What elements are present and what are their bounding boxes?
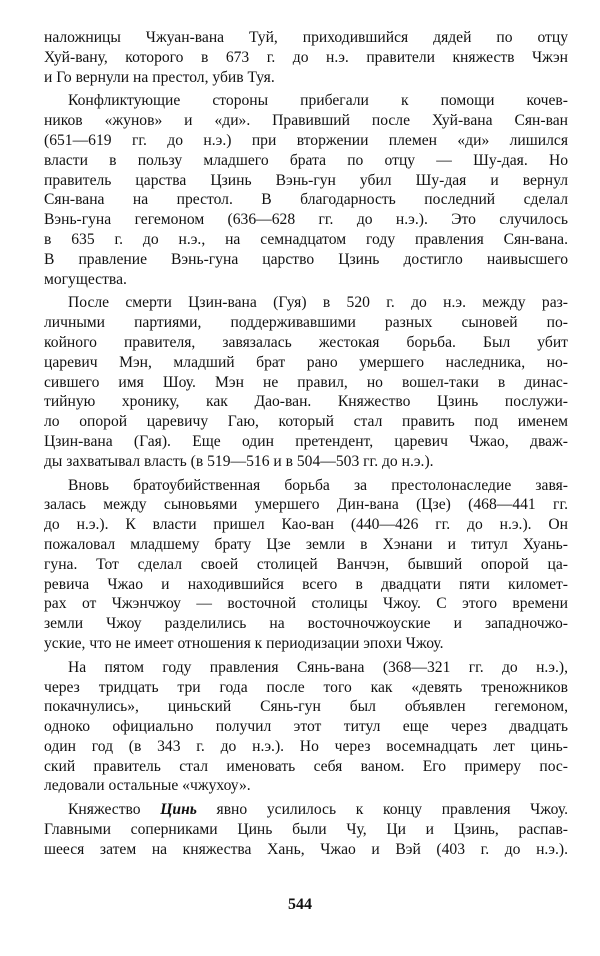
emphasized-term: Цинь [160, 801, 197, 819]
text-line: На пятом году правления Сянь-вана (368—321 гг. до н.э.), [68, 658, 568, 676]
text-line: Вэнь-гуна гегемоном (636—628 гг. до н.э.). Это случилось [44, 211, 568, 229]
text-line: и Го вернули на престол, убив Туя. [44, 68, 275, 86]
text-line: до н.э.). К власти пришел Као-ван (440—426 гг. до н.э.). Он [44, 516, 568, 534]
text-line: ников «жунов» и «ди». Правивший после Хуй-вана Сян-ван [44, 112, 568, 130]
paragraph [44, 800, 568, 859]
text-line: уские, что не имеет отношения к периодизации эпохи Чжоу. [44, 634, 444, 652]
text-line: Цзин-вана (Гая). Еще один претендент, царевич Чжао, дваж- [44, 432, 568, 450]
page-number: 544 [288, 896, 312, 913]
text-line: Вновь братоубийственная борьба за престолонаследие завя- [68, 476, 568, 494]
paragraph [44, 476, 568, 654]
text-line: гуна. Тот сделал своей столицей Ванчэн, бывший опорой ца- [44, 555, 568, 573]
text-line: власти в пользу младшего брата по отцу — Шу-дая. Но [44, 151, 568, 169]
book-page-text [44, 28, 568, 860]
text-line: покачнулись», циньский Сянь-гун был объявлен гегемоном, [44, 698, 568, 716]
text-line: шееся затем на княжества Хань, Чжао и Вэй (403 г. до н.э.). [44, 840, 568, 858]
text-line: личными партиями, поддерживавшими разных сыновей по- [44, 314, 568, 332]
text-line: тийную хронику, как Дао-ван. Княжество Цзинь послужи- [44, 393, 568, 411]
text-line: залась между сыновьями умершего Дин-вана (Цзе) (468—441 гг. [44, 496, 568, 514]
text-line: Сян-вана на престол. В благодарность последний сделал [44, 191, 568, 209]
text-line: одноко официально получил этот титул еще через двадцать [44, 718, 568, 736]
text-fragment: Княжество [68, 801, 161, 819]
text-line: После смерти Цзин-вана (Гуя) в 520 г. до н.э. между раз- [68, 294, 568, 312]
text-line: ревича Чжао и находившийся всего в двадцати пяти километ- [44, 575, 568, 593]
text-line: рах от Чжэнчжоу — восточной столицы Чжоу. С этого времени [44, 595, 568, 613]
text-line: В правление Вэнь-гуна царство Цзинь достигло наивысшего [44, 250, 568, 268]
text-line: в 635 г. до н.э., на семнадцатом году правления Сян-вана. [44, 230, 568, 248]
text-line: ды захватывал власть (в 519—516 и в 504—503 гг. до н.э.). [44, 452, 434, 470]
text-line: сившего имя Шоу. Мэн не правил, но вошел-таки в динас- [44, 373, 568, 391]
text-line: могущества. [44, 270, 127, 288]
text-line: Конфликтующие стороны прибегали к помощи кочев- [68, 92, 568, 110]
text-line: (651—619 гг. до н.э.) при вторжении племен «ди» лишился [44, 131, 568, 149]
text-line: один год (в 343 г. до н.э.). Но через восемнадцать лет цинь- [44, 737, 568, 755]
text-line: ледовали остальные «чжухоу». [44, 777, 251, 795]
text-line: Хуй-вану, которого в 673 г. до н.э. правители княжеств Чжэн [44, 48, 568, 66]
text-line: царевич Мэн, младший брат рано умершего наследника, но- [44, 353, 568, 371]
text-line [44, 800, 568, 820]
paragraph [44, 658, 568, 797]
text-line: ло опорой царевичу Гаю, который стал править под именем [44, 413, 568, 431]
paragraph [44, 28, 568, 87]
text-fragment: явно усилилось к концу правления Чжоу. [196, 801, 569, 819]
text-line: койного правителя, завязалась жестокая борьба. Был убит [44, 333, 568, 351]
paragraph [44, 293, 568, 471]
text-line: через тридцать три года после того как «девять треножников [44, 678, 568, 696]
text-line: наложницы Чжуан-вана Туй, приходившийся дядей по отцу [44, 29, 568, 46]
paragraph [44, 91, 568, 289]
text-line: земли Чжоу разделились на восточночжоуские и западночжо- [44, 615, 568, 633]
text-line: Главными соперниками Цинь были Чу, Ци и Цзинь, распав- [44, 821, 568, 839]
text-line: ский правитель стал именовать себя ваном. Его примеру пос- [44, 757, 568, 775]
text-line: правитель царства Цзинь Вэнь-гун убил Шу-дая и вернул [44, 171, 568, 189]
text-line: пожаловал младшему брату Цзе земли в Хэнани и титул Хуань- [44, 535, 568, 553]
